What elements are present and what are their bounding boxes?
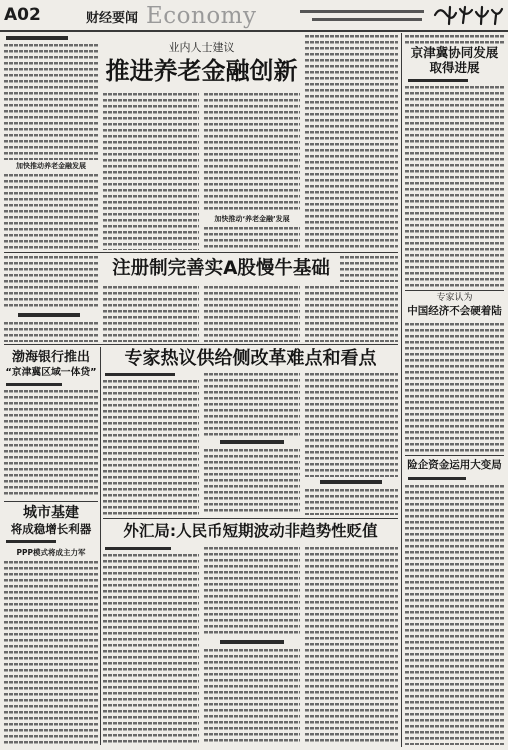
body-text [405,323,504,452]
body-text [204,93,300,213]
subhead [220,640,284,644]
subhead [220,440,284,444]
byline [6,540,56,543]
pension-headline: 推进养老金融创新 [105,57,298,85]
byline [105,547,171,550]
body-text [305,489,398,515]
body-text [305,373,398,477]
body-text [204,547,300,637]
body-text [305,286,398,342]
body-text [4,44,98,160]
page-header [0,0,508,30]
hard-landing-headline: 中国经济不会硬着陆 [407,305,502,317]
body-text [4,322,98,342]
column-rule [100,347,101,745]
forex-headline: 外汇局:人民币短期波动非趋势性贬值 [123,522,378,540]
body-text [4,256,98,310]
section-rule [4,252,398,253]
subhead [320,480,382,484]
header-info-line [300,10,424,13]
byline [105,373,175,376]
jingjinji-headline-line2: 取得进展 [429,60,480,75]
body-text [204,649,300,745]
body-text [4,561,98,745]
body-text [405,485,504,745]
body-text [103,286,199,342]
insurance-headline: 险企资金运用大变局 [407,459,502,471]
section-rule [405,455,504,456]
byline [408,79,468,82]
page-number: A02 [4,5,41,25]
section-rule [4,344,398,345]
body-text [204,286,300,342]
section-rule [4,501,98,502]
pension-kicker: 业内人士建议 [168,41,235,54]
subhead: 加快推动‘养老金融’发展 [214,215,290,223]
body-text [204,449,300,515]
header-info-line [312,18,422,21]
subhead: PPP模式将成主力军 [16,548,86,557]
body-text [103,93,199,250]
jingjinji-headline-line1: 京津冀协同发展 [410,45,499,60]
masthead-logo [432,4,504,26]
byline [6,383,62,386]
column-rule [401,33,402,747]
body-text [103,380,199,515]
byline [6,36,68,40]
body-text [405,35,504,44]
body-text [103,554,199,745]
header-rule [0,30,508,32]
subhead [18,313,80,317]
body-text [305,547,398,745]
registration-headline: 注册制完善实A股慢牛基础 [112,258,330,279]
section-title-en: Economy [146,3,257,29]
city-infra-headline-line2: 将成稳增长利器 [10,522,92,536]
bohai-headline-line1: 渤海银行推出 [11,350,90,365]
section-rule [103,518,398,519]
bohai-headline-line2: “京津冀区域一体贷” [5,367,97,378]
city-infra-headline-line1: 城市基建 [23,505,79,521]
subhead: 加快推动养老金融发展 [16,162,86,170]
section-title-cn: 财经要闻 [86,11,139,26]
supply-side-headline: 专家热议供给侧改革难点和看点 [124,348,377,369]
body-text [340,256,398,282]
body-text [204,373,300,437]
byline [408,477,466,480]
section-rule [405,290,504,291]
body-text [4,390,98,498]
body-text [305,35,398,250]
body-text [405,86,504,287]
body-text [204,227,300,250]
body-text [4,174,98,250]
hard-landing-kicker: 专家认为 [436,293,473,303]
